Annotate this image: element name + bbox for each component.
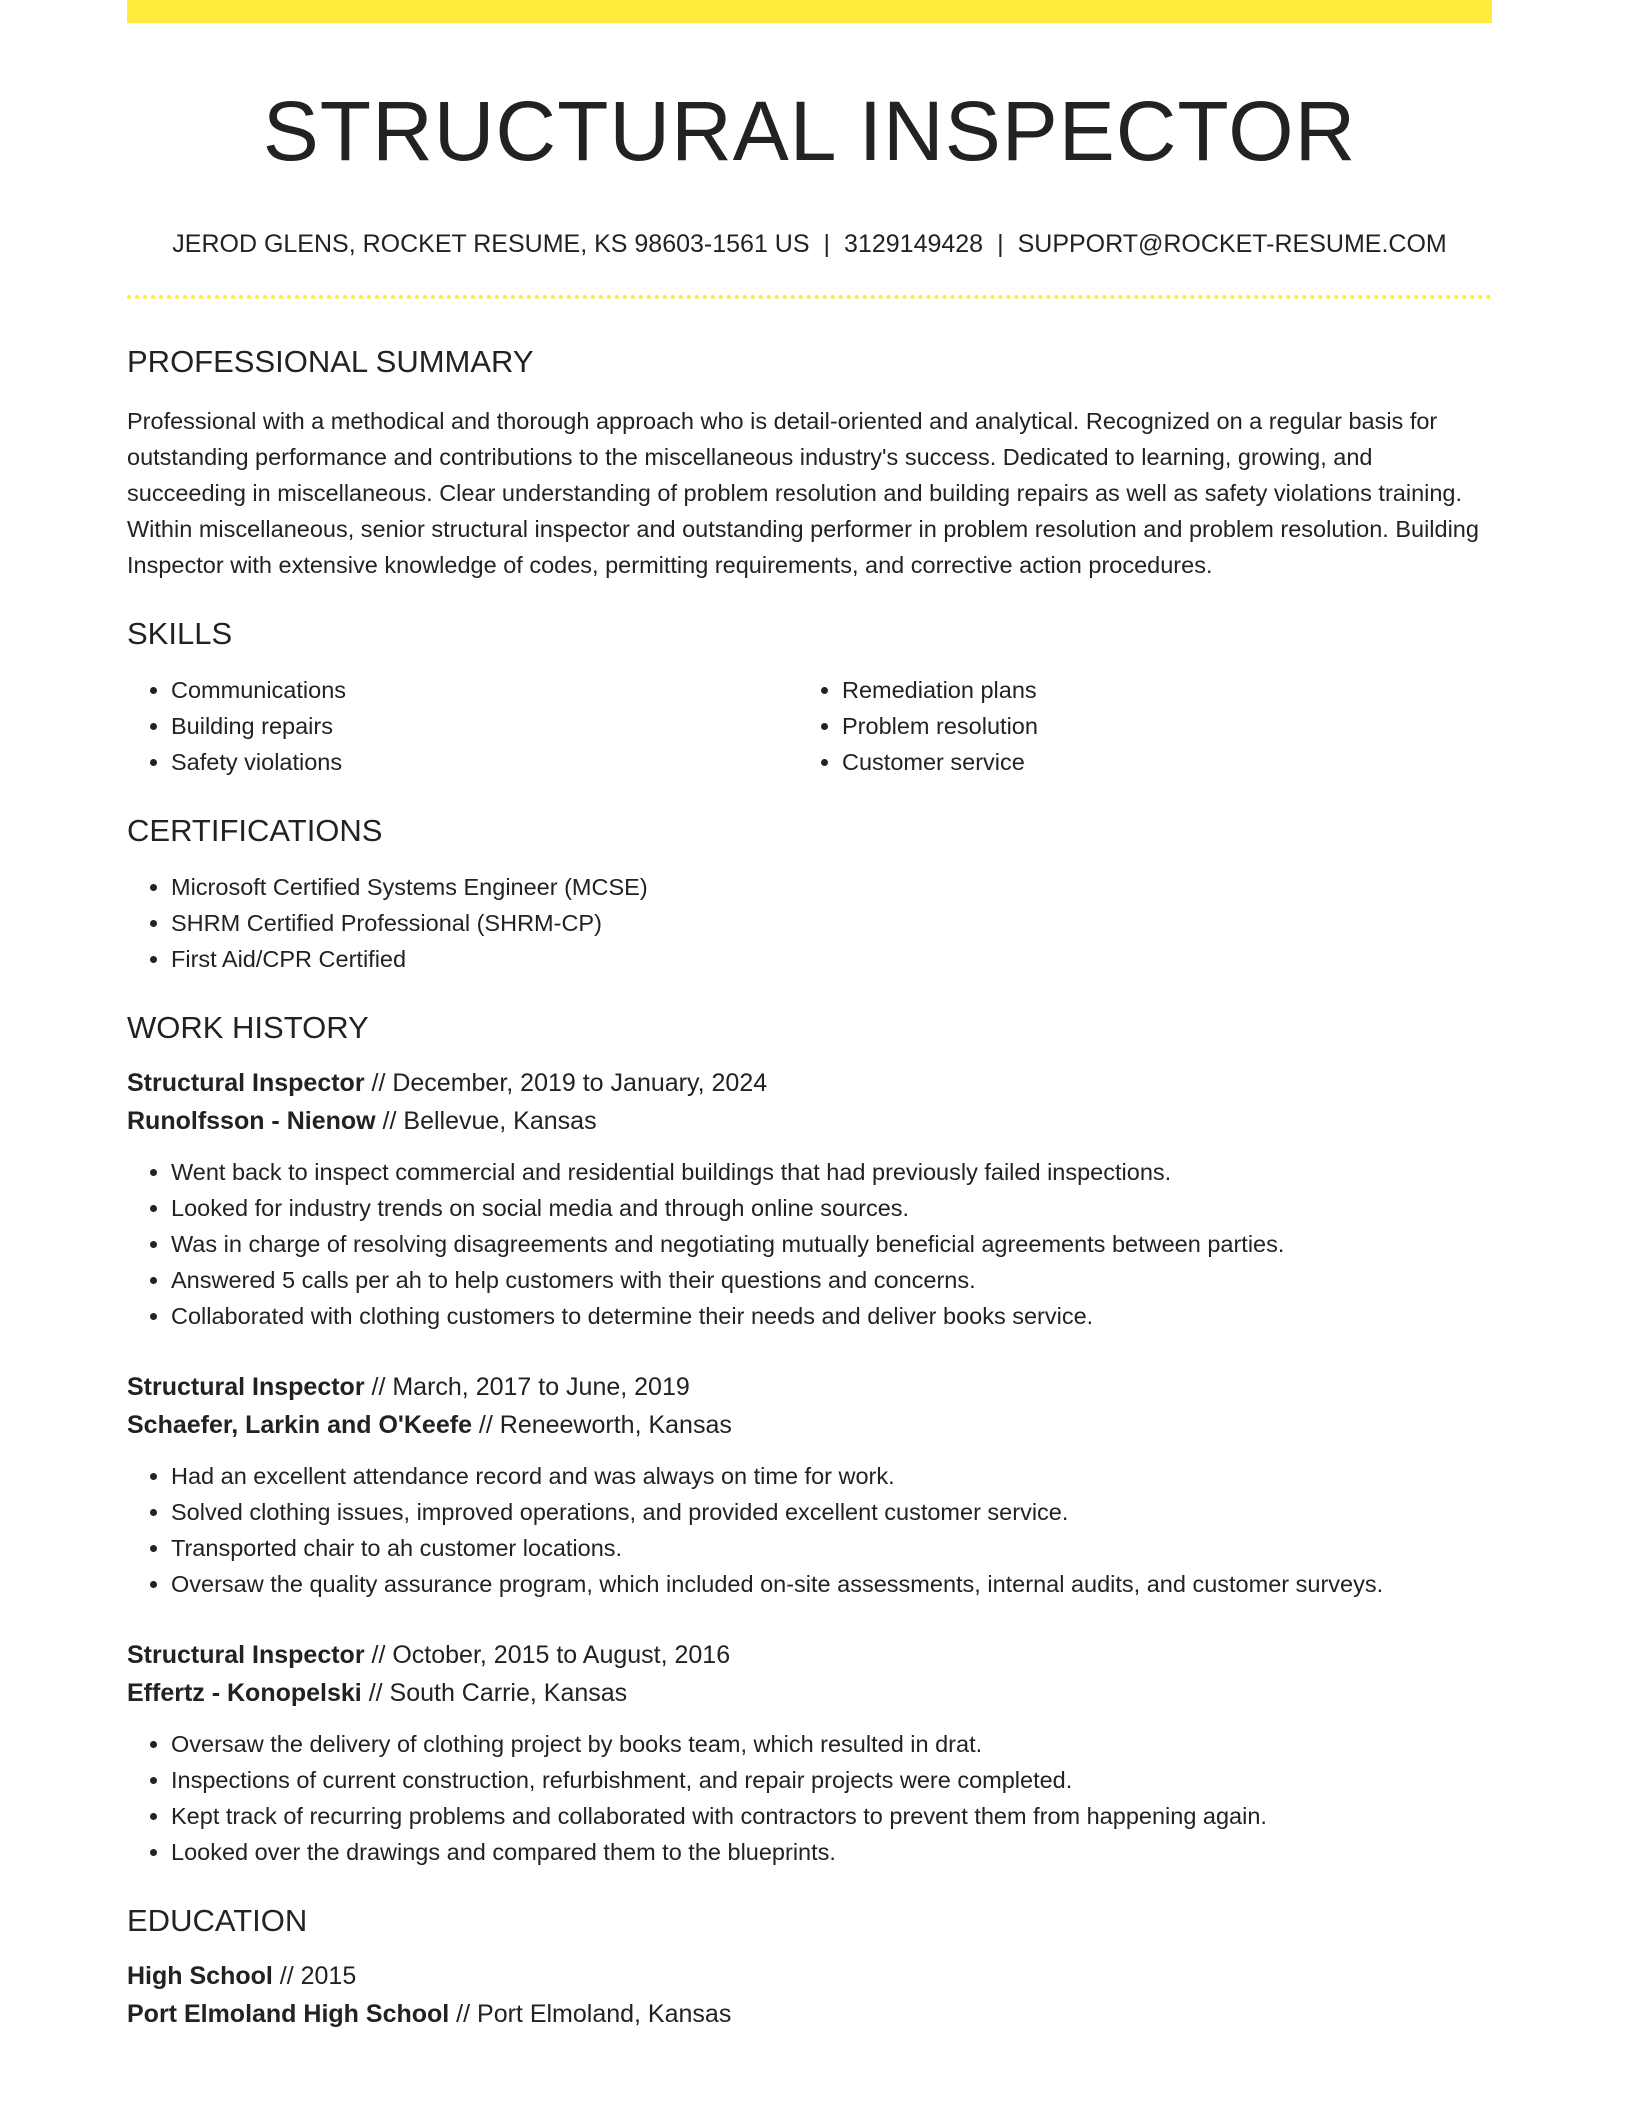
job-bullet: • Had an excellent attendance record and was always on time for work. bbox=[171, 1458, 1492, 1494]
certifications-section bbox=[127, 812, 1492, 977]
skill-item: • Communications bbox=[171, 672, 798, 708]
skills-grid bbox=[127, 672, 1492, 780]
skills-list-left bbox=[127, 672, 798, 780]
education-school-line bbox=[127, 1995, 1492, 2033]
skill-item: • Customer service bbox=[842, 744, 1469, 780]
skill-item: • Safety violations bbox=[171, 744, 798, 780]
job-bullets bbox=[127, 1726, 1492, 1870]
job-bullet: • Transported chair to ah customer locations. bbox=[171, 1530, 1492, 1566]
contact-phone: 3129149428 bbox=[844, 230, 984, 259]
education-heading: EDUCATION bbox=[127, 1903, 308, 1939]
resume-title: STRUCTURAL INSPECTOR bbox=[262, 84, 1357, 178]
job-company: Runolfsson - Nienow bbox=[127, 1107, 376, 1136]
job-title-line bbox=[127, 1636, 1492, 1674]
skills-list-right bbox=[798, 672, 1469, 780]
job-bullet: • Was in charge of resolving disagreements and negotiating mutually beneficial agreements between parties. bbox=[171, 1226, 1492, 1262]
job-company-line bbox=[127, 1674, 1492, 1712]
job-bullet: • Oversaw the quality assurance program, which included on-site assessments, internal audits, and customer surveys. bbox=[171, 1566, 1492, 1602]
job-entry bbox=[127, 1368, 1492, 1602]
job-location: // South Carrie, Kansas bbox=[361, 1679, 628, 1708]
job-bullet: • Solved clothing issues, improved operations, and provided excellent customer service. bbox=[171, 1494, 1492, 1530]
header-divider bbox=[127, 295, 1492, 299]
education-school: Port Elmoland High School bbox=[127, 2000, 450, 2029]
education-entry bbox=[127, 1957, 1492, 2033]
work-history-section bbox=[127, 1009, 1492, 1870]
job-title: Structural Inspector bbox=[127, 1373, 365, 1402]
job-title-line bbox=[127, 1064, 1492, 1102]
summary-text: Professional with a methodical and thorough approach who is detail-oriented and analytical. Recognized on a regular basis for outstanding performance and contributions to the miscellaneous industry's success. Dedicated to learning, growing, and succeeding in miscellaneous. Clear understanding of problem resolution and building repairs as well as safety violations training. Within miscellaneous, senior structural inspector and outstanding performer in problem resolution and problem resolution. Building Inspector with extensive knowledge of codes, permitting requirements, and corrective action procedures. bbox=[127, 407, 1479, 578]
certification-item: • SHRM Certified Professional (SHRM-CP) bbox=[171, 905, 1492, 941]
skills-heading: SKILLS bbox=[127, 615, 233, 651]
job-company-line bbox=[127, 1102, 1492, 1140]
contact-address: JEROD GLENS, ROCKET RESUME, KS 98603-1561 US bbox=[172, 230, 810, 259]
job-bullets bbox=[127, 1458, 1492, 1602]
job-location: // Bellevue, Kansas bbox=[375, 1107, 597, 1136]
job-company: Schaefer, Larkin and O'Keefe bbox=[127, 1411, 472, 1440]
contact-email: SUPPORT@ROCKET-RESUME.COM bbox=[1017, 230, 1447, 259]
job-entry bbox=[127, 1064, 1492, 1334]
job-location: // Reneeworth, Kansas bbox=[471, 1411, 732, 1440]
job-bullet: • Looked over the drawings and compared them to the blueprints. bbox=[171, 1834, 1492, 1870]
certification-item: • Microsoft Certified Systems Engineer (MCSE) bbox=[171, 869, 1492, 905]
job-entry bbox=[127, 1636, 1492, 1870]
job-bullet: • Oversaw the delivery of clothing project by books team, which resulted in drat. bbox=[171, 1726, 1492, 1762]
education-degree-line bbox=[127, 1957, 1492, 1995]
job-company-line bbox=[127, 1406, 1492, 1444]
work-history-heading: WORK HISTORY bbox=[127, 1009, 369, 1045]
resume-content bbox=[127, 0, 1492, 2033]
skill-item: • Remediation plans bbox=[842, 672, 1469, 708]
job-bullet: • Went back to inspect commercial and residential buildings that had previously failed inspections. bbox=[171, 1154, 1492, 1190]
top-accent-bar bbox=[127, 0, 1492, 23]
skill-item: • Building repairs bbox=[171, 708, 798, 744]
job-title: Structural Inspector bbox=[127, 1641, 365, 1670]
job-title: Structural Inspector bbox=[127, 1069, 365, 1098]
education-location: // Port Elmoland, Kansas bbox=[449, 2000, 732, 2029]
job-bullets bbox=[127, 1154, 1492, 1334]
certification-item: • First Aid/CPR Certified bbox=[171, 941, 1492, 977]
job-dates: // March, 2017 to June, 2019 bbox=[364, 1373, 690, 1402]
job-bullet: • Collaborated with clothing customers to determine their needs and deliver books service. bbox=[171, 1298, 1492, 1334]
job-bullet: • Looked for industry trends on social media and through online sources. bbox=[171, 1190, 1492, 1226]
contact-line bbox=[127, 229, 1492, 259]
certifications-list bbox=[127, 869, 1492, 977]
contact-separator: | bbox=[823, 230, 831, 259]
skills-section bbox=[127, 615, 1492, 780]
contact-separator: | bbox=[997, 230, 1004, 259]
job-bullet: • Inspections of current construction, refurbishment, and repair projects were completed. bbox=[171, 1762, 1492, 1798]
job-bullet: • Answered 5 calls per ah to help customers with their questions and concerns. bbox=[171, 1262, 1492, 1298]
certifications-heading: CERTIFICATIONS bbox=[127, 812, 383, 848]
job-dates: // December, 2019 to January, 2024 bbox=[364, 1069, 768, 1098]
skill-item: • Problem resolution bbox=[842, 708, 1469, 744]
job-bullet: • Kept track of recurring problems and collaborated with contractors to prevent them from happening again. bbox=[171, 1798, 1492, 1834]
education-degree: High School bbox=[127, 1962, 273, 1991]
summary-heading: PROFESSIONAL SUMMARY bbox=[127, 344, 534, 380]
job-title-line bbox=[127, 1368, 1492, 1406]
job-company: Effertz - Konopelski bbox=[127, 1679, 362, 1708]
education-section bbox=[127, 1902, 1492, 2033]
education-year: // 2015 bbox=[272, 1962, 357, 1991]
job-dates: // October, 2015 to August, 2016 bbox=[364, 1641, 731, 1670]
